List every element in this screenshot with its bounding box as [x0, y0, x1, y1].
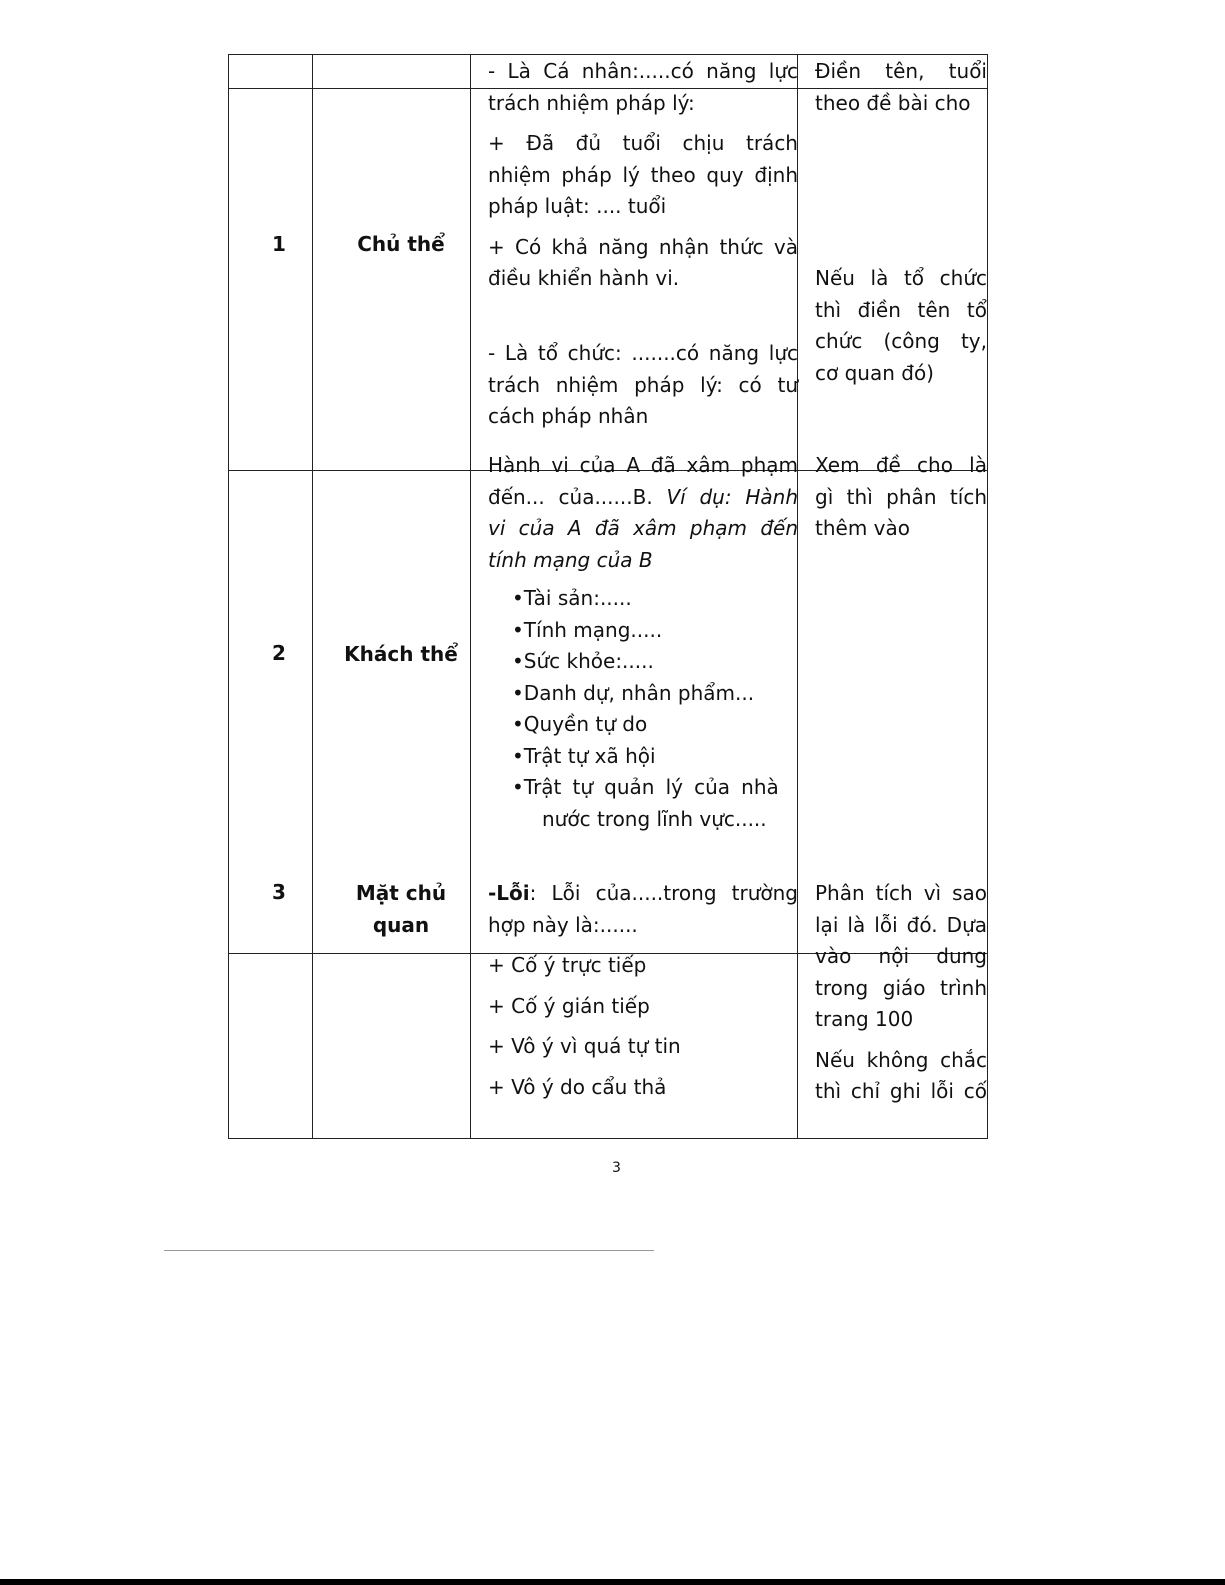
criterion-label: Khách thể [344, 642, 458, 666]
text-line: lại là lỗi đó. Dựa [815, 912, 987, 937]
text-line: - Là Cá nhân:.....có năng lực [488, 59, 798, 83]
list-item: •Tính mạng..... [512, 617, 663, 642]
bottom-edge-bar [0, 1579, 1225, 1585]
text-line: nước trong lĩnh vực..... [542, 806, 767, 831]
text-italic: Ví dụ: Hành [666, 484, 798, 509]
text-line: trang 100 [815, 1007, 914, 1031]
text-line: vào nội dung [815, 944, 987, 968]
text-plain: đến... của......B. [488, 484, 653, 509]
list-item: •Trật tự xã hội [512, 743, 656, 768]
note-cell [815, 450, 987, 545]
analysis-cell [488, 450, 798, 835]
page-number: 3 [612, 1160, 621, 1176]
note-cell [815, 263, 987, 389]
text-line: Hành vi của A đã xâm phạm [488, 453, 798, 477]
text-line: + Đã đủ tuổi chịu trách [488, 131, 798, 155]
text-line: Nếu là tổ chức [815, 266, 987, 290]
analysis-cell [488, 56, 798, 295]
text-line: Phân tích vì sao [815, 881, 987, 905]
table-border-bottom [228, 1138, 988, 1139]
text-line: Xem đề cho là [815, 453, 987, 477]
text-line: pháp luật: .... tuổi [488, 194, 667, 218]
text-line: gì thì phân tích [815, 484, 987, 509]
list-item: + Cố ý gián tiếp [488, 993, 650, 1018]
text-line: chức (công ty, [815, 329, 987, 353]
text-line: - Là tổ chức: .......có năng lực [488, 341, 798, 365]
text-line: thêm vào [815, 516, 910, 540]
note-cell [815, 878, 987, 1108]
criterion-label: Chủ thể [357, 232, 445, 256]
list-item: •Danh dự, nhân phẩm... [512, 680, 755, 705]
text-line: thì điền tên tổ [815, 297, 987, 322]
table-border-left [228, 54, 229, 1139]
row-number: 1 [272, 232, 286, 256]
text-plain: : Lỗi của.....trong trường [529, 881, 798, 905]
criterion-line: Mặt chủ [355, 881, 447, 905]
text-line: Điền tên, tuổi [815, 59, 987, 83]
row-number: 3 [272, 880, 286, 904]
text-line: theo đề bài cho [815, 90, 971, 115]
table-border-col-2 [470, 54, 471, 1139]
page-separator [164, 1250, 654, 1251]
list-item: •Tài sản:..... [512, 586, 632, 610]
text-line: cơ quan đó) [815, 360, 934, 385]
text-line: trách nhiệm pháp lý: [488, 90, 695, 115]
text-line: thì chỉ ghi lỗi cố [815, 1079, 987, 1103]
table-border-top [228, 54, 988, 55]
analysis-cell [488, 338, 798, 433]
analysis-cell [488, 878, 798, 1103]
list-item: + Cố ý trực tiếp [488, 953, 647, 977]
criterion-label [322, 878, 480, 941]
list-item: •Quyền tự do [512, 712, 648, 736]
text-line: điều khiển hành vi. [488, 266, 680, 290]
list-item: •Sức khỏe:..... [512, 649, 654, 673]
text-line: trong giáo trình [815, 975, 987, 1000]
text-bold: -Lỗi [488, 881, 530, 905]
text-line: Nếu không chắc [815, 1047, 987, 1072]
text-line: vi của A đã xâm phạm đến [488, 516, 798, 540]
list-item: •Trật tự quản lý của nhà [512, 775, 779, 799]
text-line: tính mạng của B [488, 547, 653, 572]
text-line: nhiệm pháp lý theo quy định [488, 162, 798, 187]
note-cell [815, 56, 987, 119]
table-border-right [987, 54, 988, 1139]
text-line: trách nhiệm pháp lý: có tư [488, 372, 798, 397]
row-number: 2 [272, 641, 286, 665]
text-line [488, 482, 798, 514]
text-line: + Có khả năng nhận thức và [488, 234, 798, 259]
text-line [488, 878, 798, 910]
criterion-line: quan [372, 912, 430, 937]
text-line: hợp này là:...... [488, 912, 638, 937]
list-item: + Vô ý vì quá tự tin [488, 1034, 681, 1058]
list-item: + Vô ý do cẩu thả [488, 1074, 667, 1099]
table-border-col-1 [312, 54, 313, 1139]
text-line: cách pháp nhân [488, 404, 649, 428]
